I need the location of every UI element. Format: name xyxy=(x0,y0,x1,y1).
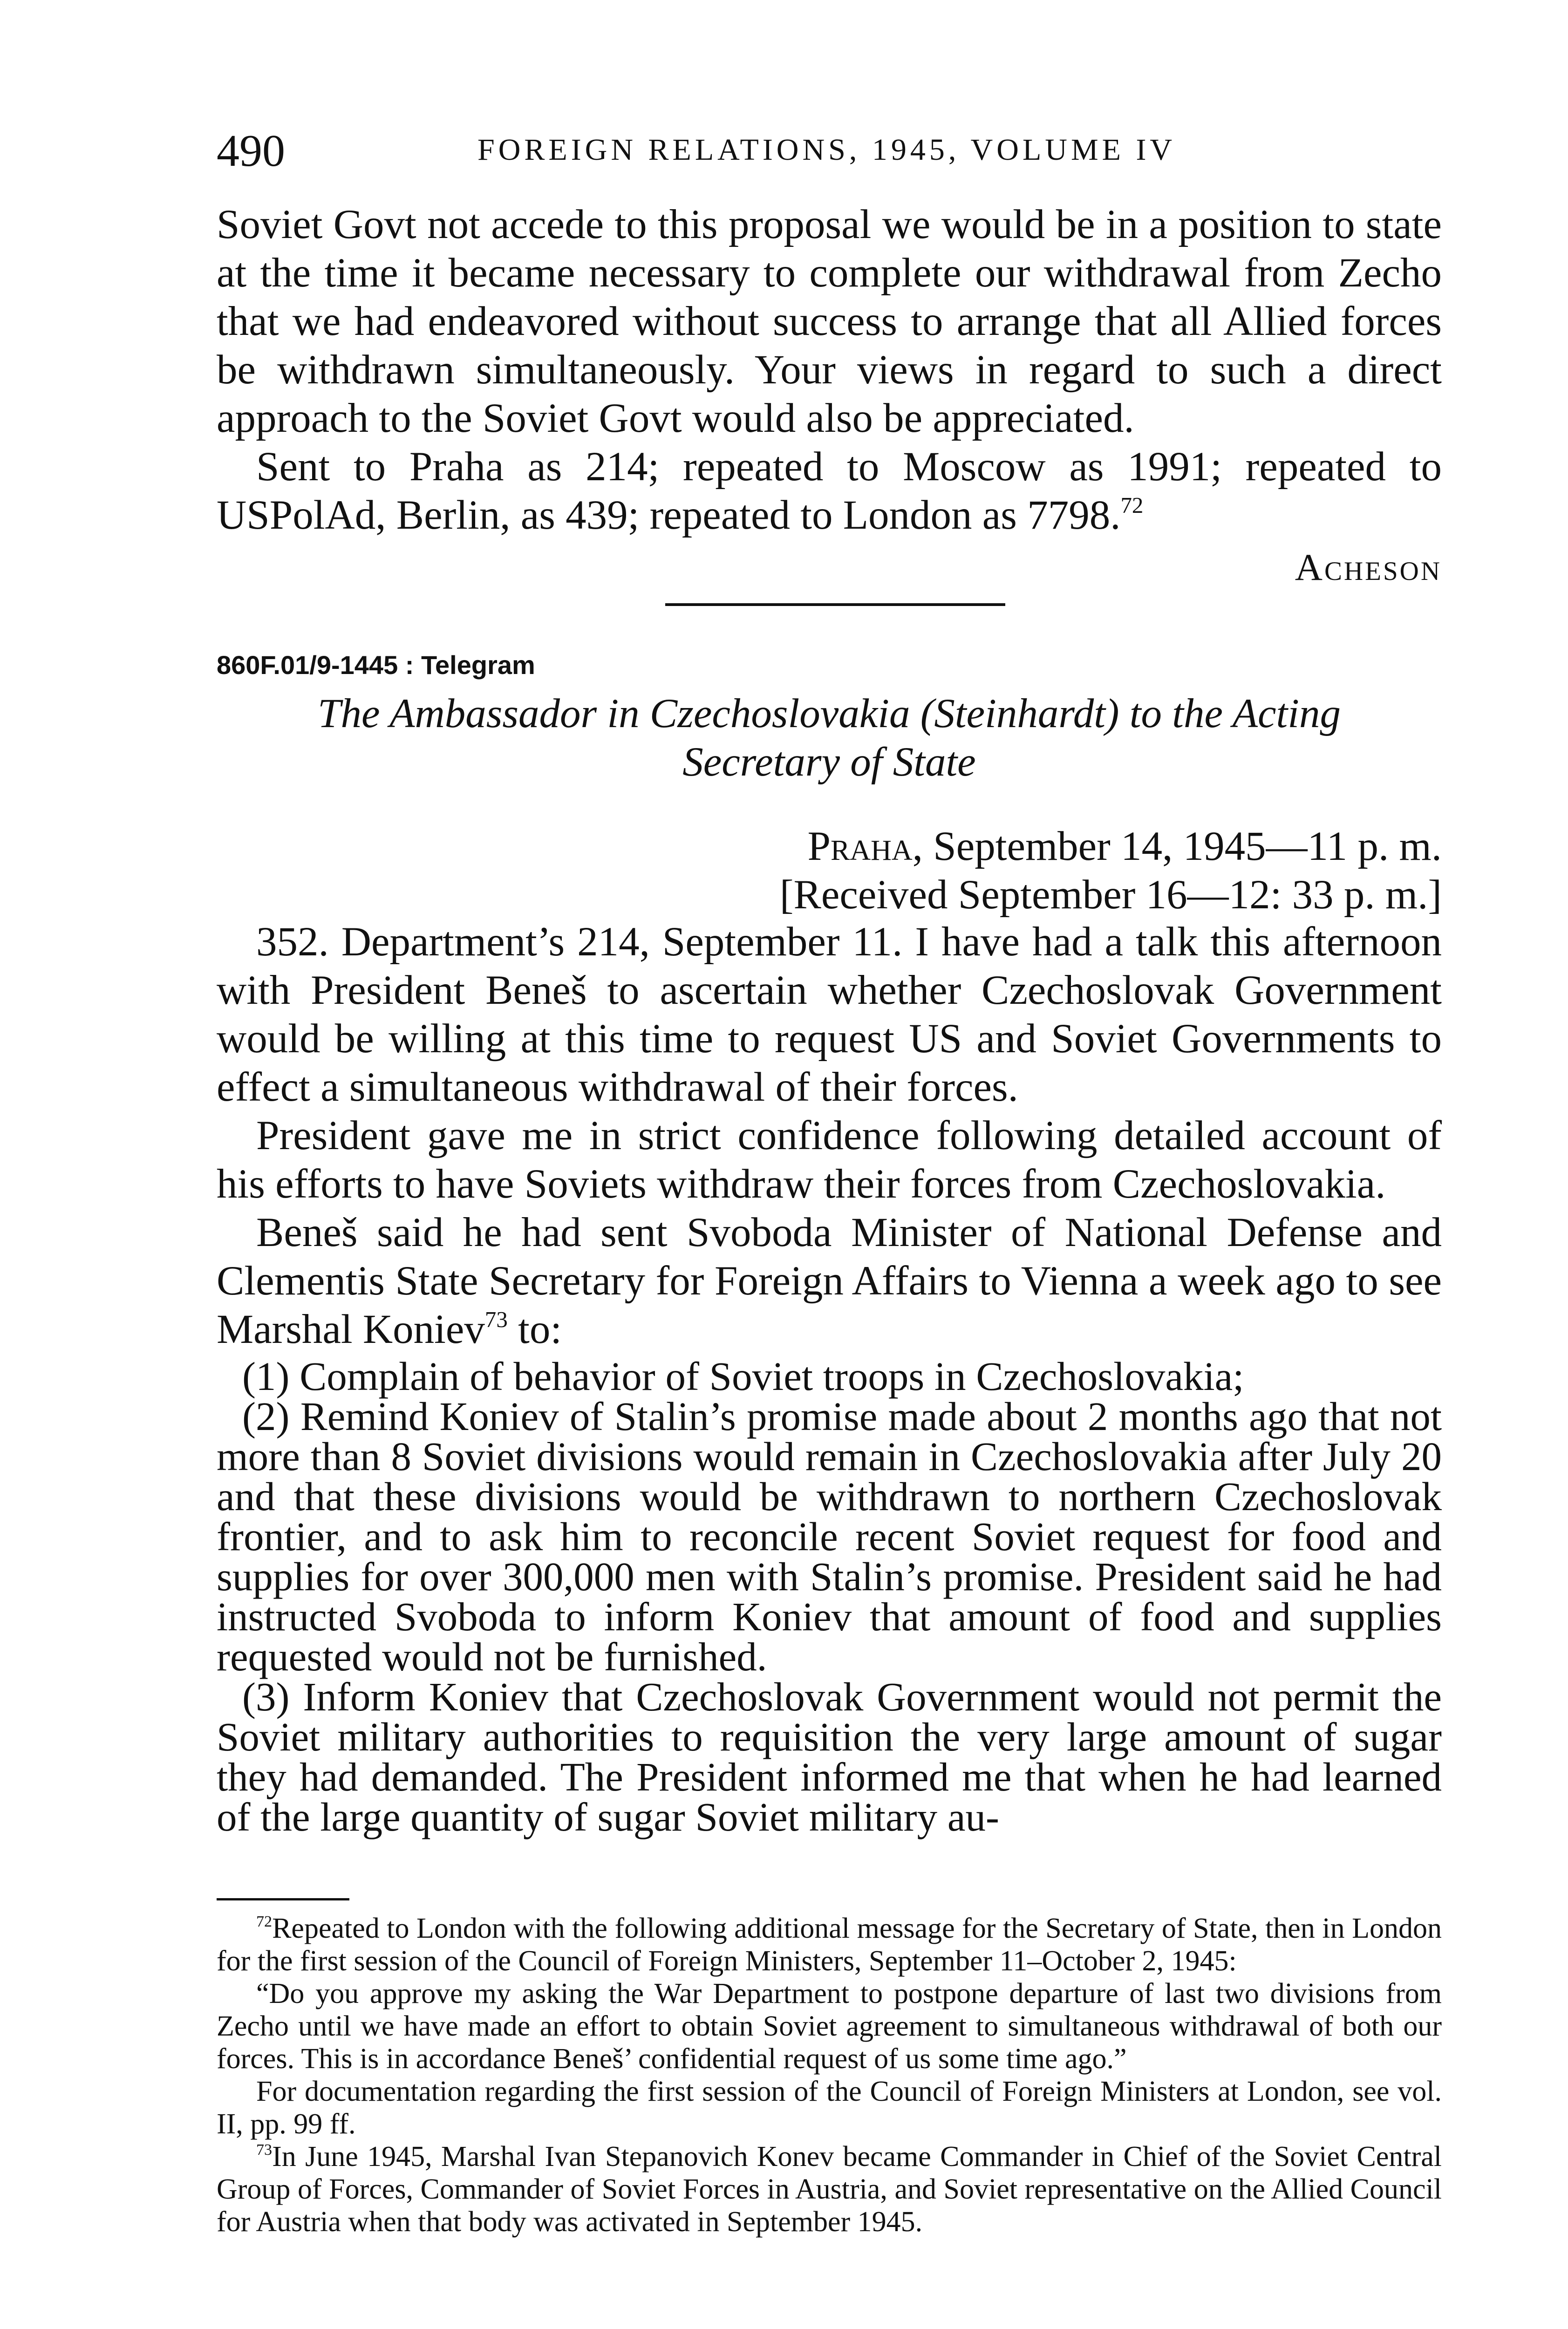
title-line-2: Secretary of State xyxy=(682,739,976,785)
footnote-72-quote: “Do you approve my asking the War Department to postpone departure of last two divisions from Zecho until we have made an effort to obtain Soviet agreement to simultaneous withdrawal of both our forces. This is in accordance Beneš’ confidential request of us some time ago.” xyxy=(217,1978,1442,2075)
dateline xyxy=(780,822,1442,919)
instruction-list xyxy=(217,1356,1442,1837)
list-item: (2) Remind Koniev of Stalin’s promise made about 2 months ago that not more than 8 Soviet divisions would remain in Czechoslovakia after July 20 and that these divisions would be withdrawn to northern Czechoslovak frontier, and to ask him to reconcile recent Soviet request for food and supplies for over 300,000 men with Stalin’s promise. President said he had instructed Svoboda to inform Koniev that amount of food and supplies requested would not be furnished. xyxy=(217,1394,1442,1679)
page-number: 490 xyxy=(217,126,285,176)
footnote-72-reference: For documentation regarding the first session of the Council of Foreign Ministers at London, see vol. II, pp. 99 ff. xyxy=(217,2076,1442,2140)
running-header xyxy=(217,125,1442,176)
title-line-1 xyxy=(217,689,1442,738)
continuation-section xyxy=(217,200,1442,592)
footnote-marker-73: 73 xyxy=(256,2141,273,2159)
footnote-marker-72: 72 xyxy=(256,1913,273,1931)
footnote-72-text: Repeated to London with the following additional message for the Secretary of State, then in London for the first session of the Council of Foreign Ministers, September 11–October 2, 1945: xyxy=(217,1913,1442,1977)
dateline-received: [Received September 16—12: 33 p. m.] xyxy=(779,872,1442,918)
sent-line-text: Sent to Praha as 214; repeated to Moscow as 1991; repeated to USPolAd, Berlin, as 439; repeated to London as 7798. xyxy=(217,444,1442,538)
footnote-divider xyxy=(217,1898,349,1900)
footnote-ref-72: 72 xyxy=(1120,492,1144,518)
title-part-1: The Ambassador in Czechoslovakia xyxy=(318,691,910,736)
signature: Acheson xyxy=(1295,546,1442,588)
footnote-ref-73: 73 xyxy=(484,1306,508,1332)
telegram-paragraph-2: President gave me in strict confidence following detailed account of his efforts to have Soviets withdraw their forces from Czechoslovakia. xyxy=(217,1113,1442,1207)
footnotes xyxy=(217,1912,1442,2238)
sent-line xyxy=(217,443,1442,539)
title-part-2: to the Acting xyxy=(1129,691,1341,736)
dateline-date: , September 14, 1945—11 p. m. xyxy=(912,824,1442,869)
footnote-73 xyxy=(217,2140,1442,2238)
list-item: (1) Complain of behavior of Soviet troops in Czechoslovakia; xyxy=(242,1354,1244,1399)
document-title xyxy=(217,689,1442,786)
running-title: FOREIGN RELATIONS, 1945, VOLUME IV xyxy=(477,133,1176,167)
footnote-73-text: In June 1945, Marshal Ivan Stepanovich Konev became Commander in Chief of the Soviet Central Group of Forces, Commander of Soviet Forces in Austria, and Soviet representative on the Allied Council for Austria when that body was activated in September 1945. xyxy=(217,2141,1442,2238)
telegram-paragraph-3-text: Beneš said he had sent Svoboda Minister of National Defense and Clementis State Secretary for Foreign Affairs to Vienna a week ago to see Marshal Koniev xyxy=(217,1210,1442,1352)
telegram-paragraph-3 xyxy=(217,1208,1442,1354)
continuation-paragraph: Soviet Govt not accede to this proposal we would be in a position to state at the time it became necessary to complete our withdrawal from Zecho that we had endeavored without success to arrange that all Allied forces be withdrawn simultaneously. Your views in regard to such a direct approach to the Soviet Govt would also be appreciated. xyxy=(217,202,1442,441)
section-divider xyxy=(665,603,1005,606)
footnote-72 xyxy=(217,1912,1442,1977)
dateline-place: Praha xyxy=(807,824,913,869)
telegram-paragraph-1: 352. Department’s 214, September 11. I have had a talk this afternoon with President Beneš to ascertain whether Czechoslovak Government would be willing at this time to request US and Soviet Governments to effect a simultaneous withdrawal of their forces. xyxy=(217,919,1442,1110)
title-name: (Steinhardt) xyxy=(920,691,1119,736)
telegram-paragraph-3-end: to: xyxy=(507,1307,562,1352)
dateline-sent xyxy=(780,822,1442,871)
list-item: (3) Inform Koniev that Czechoslovak Government would not permit the Soviet military authorities to requisition the very large amount of sugar they had demanded. The President informed me that when he had learned of the large quantity of sugar Soviet military au- xyxy=(217,1674,1442,1839)
file-number: 860F.01/9-1445 : Telegram xyxy=(217,650,535,680)
telegram-body xyxy=(217,918,1442,1837)
